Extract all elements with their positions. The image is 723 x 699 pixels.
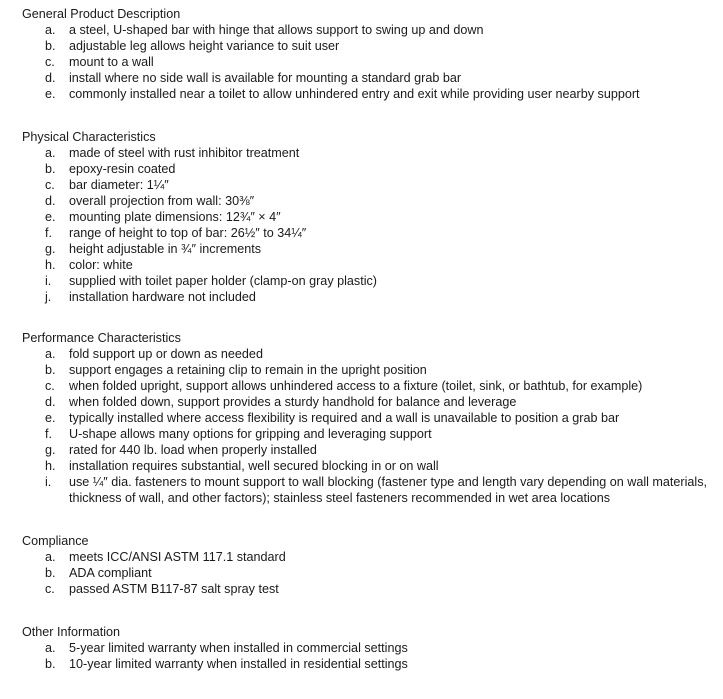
list-item-text: height adjustable in ¾″ increments <box>69 242 262 256</box>
list-item <box>22 549 722 565</box>
list-item <box>22 209 722 225</box>
list-item-text: a steel, U-shaped bar with hinge that allows support to swing up and down <box>69 23 484 37</box>
list-item-text: range of height to top of bar: 26½″ to 34¼″ <box>69 226 307 240</box>
list-item-letter: b. <box>45 39 56 53</box>
section-title: Other Information <box>22 625 120 639</box>
section-title: General Product Description <box>22 7 181 21</box>
list-item-text: typically installed where access flexibility is required and a wall is unavailable to position a grab bar <box>69 411 620 425</box>
list-item-letter: d. <box>45 395 56 409</box>
list-item-text: installation hardware not included <box>69 290 256 304</box>
list-item-letter: c. <box>45 379 55 393</box>
list-item-letter: a. <box>45 146 56 160</box>
list-item-letter: d. <box>45 71 56 85</box>
list-item-letter: c. <box>45 178 55 192</box>
list-item-letter: h. <box>45 258 56 272</box>
list-item <box>22 565 722 581</box>
list-item <box>22 426 722 442</box>
list-item <box>22 273 722 289</box>
list-item-letter: a. <box>45 23 56 37</box>
section <box>22 624 722 672</box>
list-item-text: when folded down, support provides a sturdy handhold for balance and leverage <box>69 395 517 409</box>
list-item-text: bar diameter: 1¼″ <box>69 178 169 192</box>
list-item-text: overall projection from wall: 30⅜″ <box>69 194 255 208</box>
list-item <box>22 241 722 257</box>
list-item-letter: e. <box>45 210 56 224</box>
list-item <box>22 640 722 656</box>
list-item-text: when folded upright, support allows unhindered access to a fixture (toilet, sink, or bathtub, for example) <box>69 379 643 393</box>
list-item-text: ADA compliant <box>69 566 152 580</box>
list-item <box>22 38 722 54</box>
list-item-text: epoxy-resin coated <box>69 162 176 176</box>
list-item <box>22 394 722 410</box>
list-item-letter: a. <box>45 347 56 361</box>
list-item <box>22 54 722 70</box>
list-item-letter: i. <box>45 475 52 489</box>
list-item-text: mount to a wall <box>69 55 154 69</box>
list-item-text: meets ICC/ANSI ASTM 117.1 standard <box>69 550 286 564</box>
list-item-text: commonly installed near a toilet to allow unhindered entry and exit while providing user nearby support <box>69 87 640 101</box>
list-item-text: adjustable leg allows height variance to suit user <box>69 39 340 53</box>
list-item-letter: c. <box>45 582 55 596</box>
list-item <box>22 70 722 86</box>
list-item-letter: b. <box>45 162 56 176</box>
list-item <box>22 346 722 362</box>
section <box>22 6 722 102</box>
list-item-text: U-shape allows many options for gripping and leveraging support <box>69 427 432 441</box>
list-item <box>22 378 722 394</box>
list-item-text: made of steel with rust inhibitor treatment <box>69 146 300 160</box>
list-item-letter: e. <box>45 87 56 101</box>
list-item-letter: b. <box>45 566 56 580</box>
list-item <box>22 161 722 177</box>
list-item-text: 10-year limited warranty when installed in residential settings <box>69 657 408 671</box>
list-item-letter: g. <box>45 443 56 457</box>
section-title: Performance Characteristics <box>22 331 181 345</box>
section <box>22 330 722 506</box>
document <box>22 6 722 699</box>
list-item-text: support engages a retaining clip to remain in the upright position <box>69 363 427 377</box>
list-item-letter: f. <box>45 226 52 240</box>
list-item-letter: b. <box>45 657 56 671</box>
list-item-text: supplied with toilet paper holder (clamp-on gray plastic) <box>69 274 377 288</box>
section <box>22 129 722 305</box>
list-item <box>22 458 722 474</box>
list-item <box>22 362 722 378</box>
list-item-letter: a. <box>45 550 56 564</box>
list-item-letter: g. <box>45 242 56 256</box>
list-item <box>22 145 722 161</box>
list-item-letter: e. <box>45 411 56 425</box>
list-item <box>22 86 722 102</box>
list-item <box>22 257 722 273</box>
list-item-letter: i. <box>45 274 52 288</box>
list-item <box>22 442 722 458</box>
list-item-letter: f. <box>45 427 52 441</box>
list-item-text: rated for 440 lb. load when properly installed <box>69 443 317 457</box>
list-item <box>22 22 722 38</box>
list-item-text: fold support up or down as needed <box>69 347 263 361</box>
list-item-letter: b. <box>45 363 56 377</box>
list-item-letter: a. <box>45 641 56 655</box>
list-item-text: 5-year limited warranty when installed in commercial settings <box>69 641 408 655</box>
list-item <box>22 581 722 597</box>
list-item <box>22 177 722 193</box>
section <box>22 533 722 597</box>
section-title: Compliance <box>22 534 89 548</box>
list-item <box>22 225 722 241</box>
list-item-text: color: white <box>69 258 133 272</box>
list-item-text: installation requires substantial, well secured blocking in or on wall <box>69 459 439 473</box>
list-item-text: use ¼″ dia. fasteners to mount support to wall blocking (fastener type and length vary depending on wall materials, thickness of wall, and other factors); stainless steel fasteners recommended in wet area locations <box>69 475 708 505</box>
list-item <box>22 289 722 305</box>
list-item-text: passed ASTM B117-87 salt spray test <box>69 582 279 596</box>
list-item-letter: h. <box>45 459 56 473</box>
list-item <box>22 410 722 426</box>
list-item-text: mounting plate dimensions: 12¾″ × 4″ <box>69 210 281 224</box>
list-item-letter: j. <box>45 290 52 304</box>
section-title: Physical Characteristics <box>22 130 156 144</box>
list-item-text: install where no side wall is available for mounting a standard grab bar <box>69 71 462 85</box>
list-item-letter: d. <box>45 194 56 208</box>
list-item <box>22 656 722 672</box>
list-item <box>22 193 722 209</box>
list-item-letter: c. <box>45 55 55 69</box>
list-item <box>22 474 722 506</box>
